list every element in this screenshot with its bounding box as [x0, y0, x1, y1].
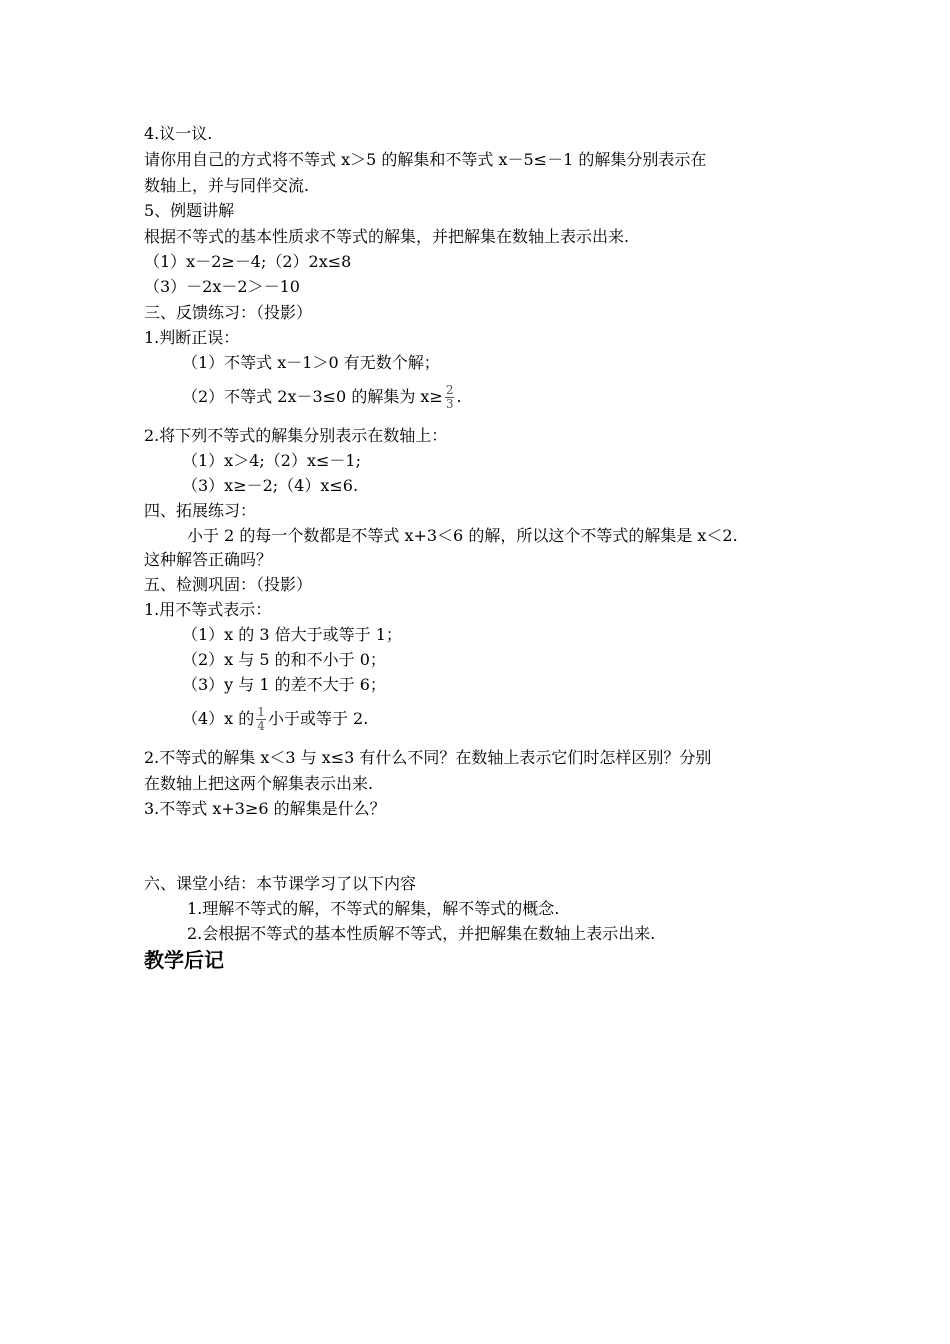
exercise-line: （1）x－2≥－4;（2）2x≤8 — [144, 252, 352, 271]
fraction — [256, 706, 266, 733]
exercise-text: 小于或等于 2. — [267, 709, 369, 728]
paragraph-line: 在数轴上把这两个解集表示出来. — [144, 774, 374, 793]
exercise-line: （3）y 与 1 的差不大于 6； — [182, 675, 386, 694]
section-heading: 5、例题讲解 — [144, 201, 235, 220]
paragraph-line: 数轴上，并与同伴交流. — [144, 176, 310, 195]
paragraph-line: 3.不等式 x+3≥6 的解集是什么？ — [144, 799, 386, 818]
paragraph-line: 请你用自己的方式将不等式 x＞5 的解集和不等式 x－5≤－1 的解集分别表示在 — [144, 150, 707, 169]
section-heading: 五、检测巩固：（投影） — [144, 575, 313, 594]
teaching-notes-heading: 教学后记 — [144, 948, 224, 972]
paragraph-line: 这种解答正确吗？ — [144, 550, 273, 569]
section-heading: 三、反馈练习：（投影） — [144, 303, 313, 322]
paragraph-line: 小于 2 的每一个数都是不等式 x+3＜6 的解，所以这个不等式的解集是 x＜2. — [187, 526, 738, 545]
summary-item: 2.会根据不等式的基本性质解不等式，并把解集在数轴上表示出来. — [187, 924, 656, 943]
exercise-text: （4）x 的 — [182, 709, 255, 728]
exercise-line-with-fraction — [182, 384, 462, 411]
question-heading: 1.判断正误： — [144, 328, 240, 347]
fraction-numerator: 1 — [257, 705, 265, 719]
fraction-numerator: 2 — [445, 383, 454, 397]
section-heading: 四、拓展练习： — [144, 501, 257, 520]
exercise-line: （3）x≥－2;（4）x≤6. — [182, 476, 359, 495]
section-heading: 六、课堂小结：本节课学习了以下内容 — [144, 874, 417, 893]
exercise-line: （1）x 的 3 倍大于或等于 1； — [182, 625, 402, 644]
fraction — [445, 384, 455, 411]
question-heading: 2.将下列不等式的解集分别表示在数轴上： — [144, 426, 448, 445]
exercise-line-with-fraction — [182, 706, 368, 733]
fraction-denominator: 4 — [257, 719, 265, 733]
exercise-text: . — [456, 387, 462, 406]
paragraph-line: 根据不等式的基本性质求不等式的解集，并把解集在数轴上表示出来. — [144, 227, 630, 246]
exercise-line: （2）x 与 5 的和不小于 0； — [182, 650, 386, 669]
exercise-line: （1）不等式 x－1＞0 有无数个解； — [182, 353, 440, 372]
question-heading: 1.用不等式表示： — [144, 600, 272, 619]
fraction-denominator: 3 — [445, 397, 454, 411]
exercise-line: （3）－2x－2＞－10 — [144, 277, 300, 296]
section-heading: 4.议一议. — [144, 124, 213, 143]
exercise-text: （2）不等式 2x－3≤0 的解集为 x≥ — [182, 387, 443, 406]
exercise-line: （1）x＞4;（2）x≤－1; — [182, 451, 361, 470]
summary-item: 1.理解不等式的解，不等式的解集，解不等式的概念. — [187, 899, 560, 918]
paragraph-line: 2.不等式的解集 x＜3 与 x≤3 有什么不同？在数轴上表示它们时怎样区别？分别 — [144, 748, 712, 767]
